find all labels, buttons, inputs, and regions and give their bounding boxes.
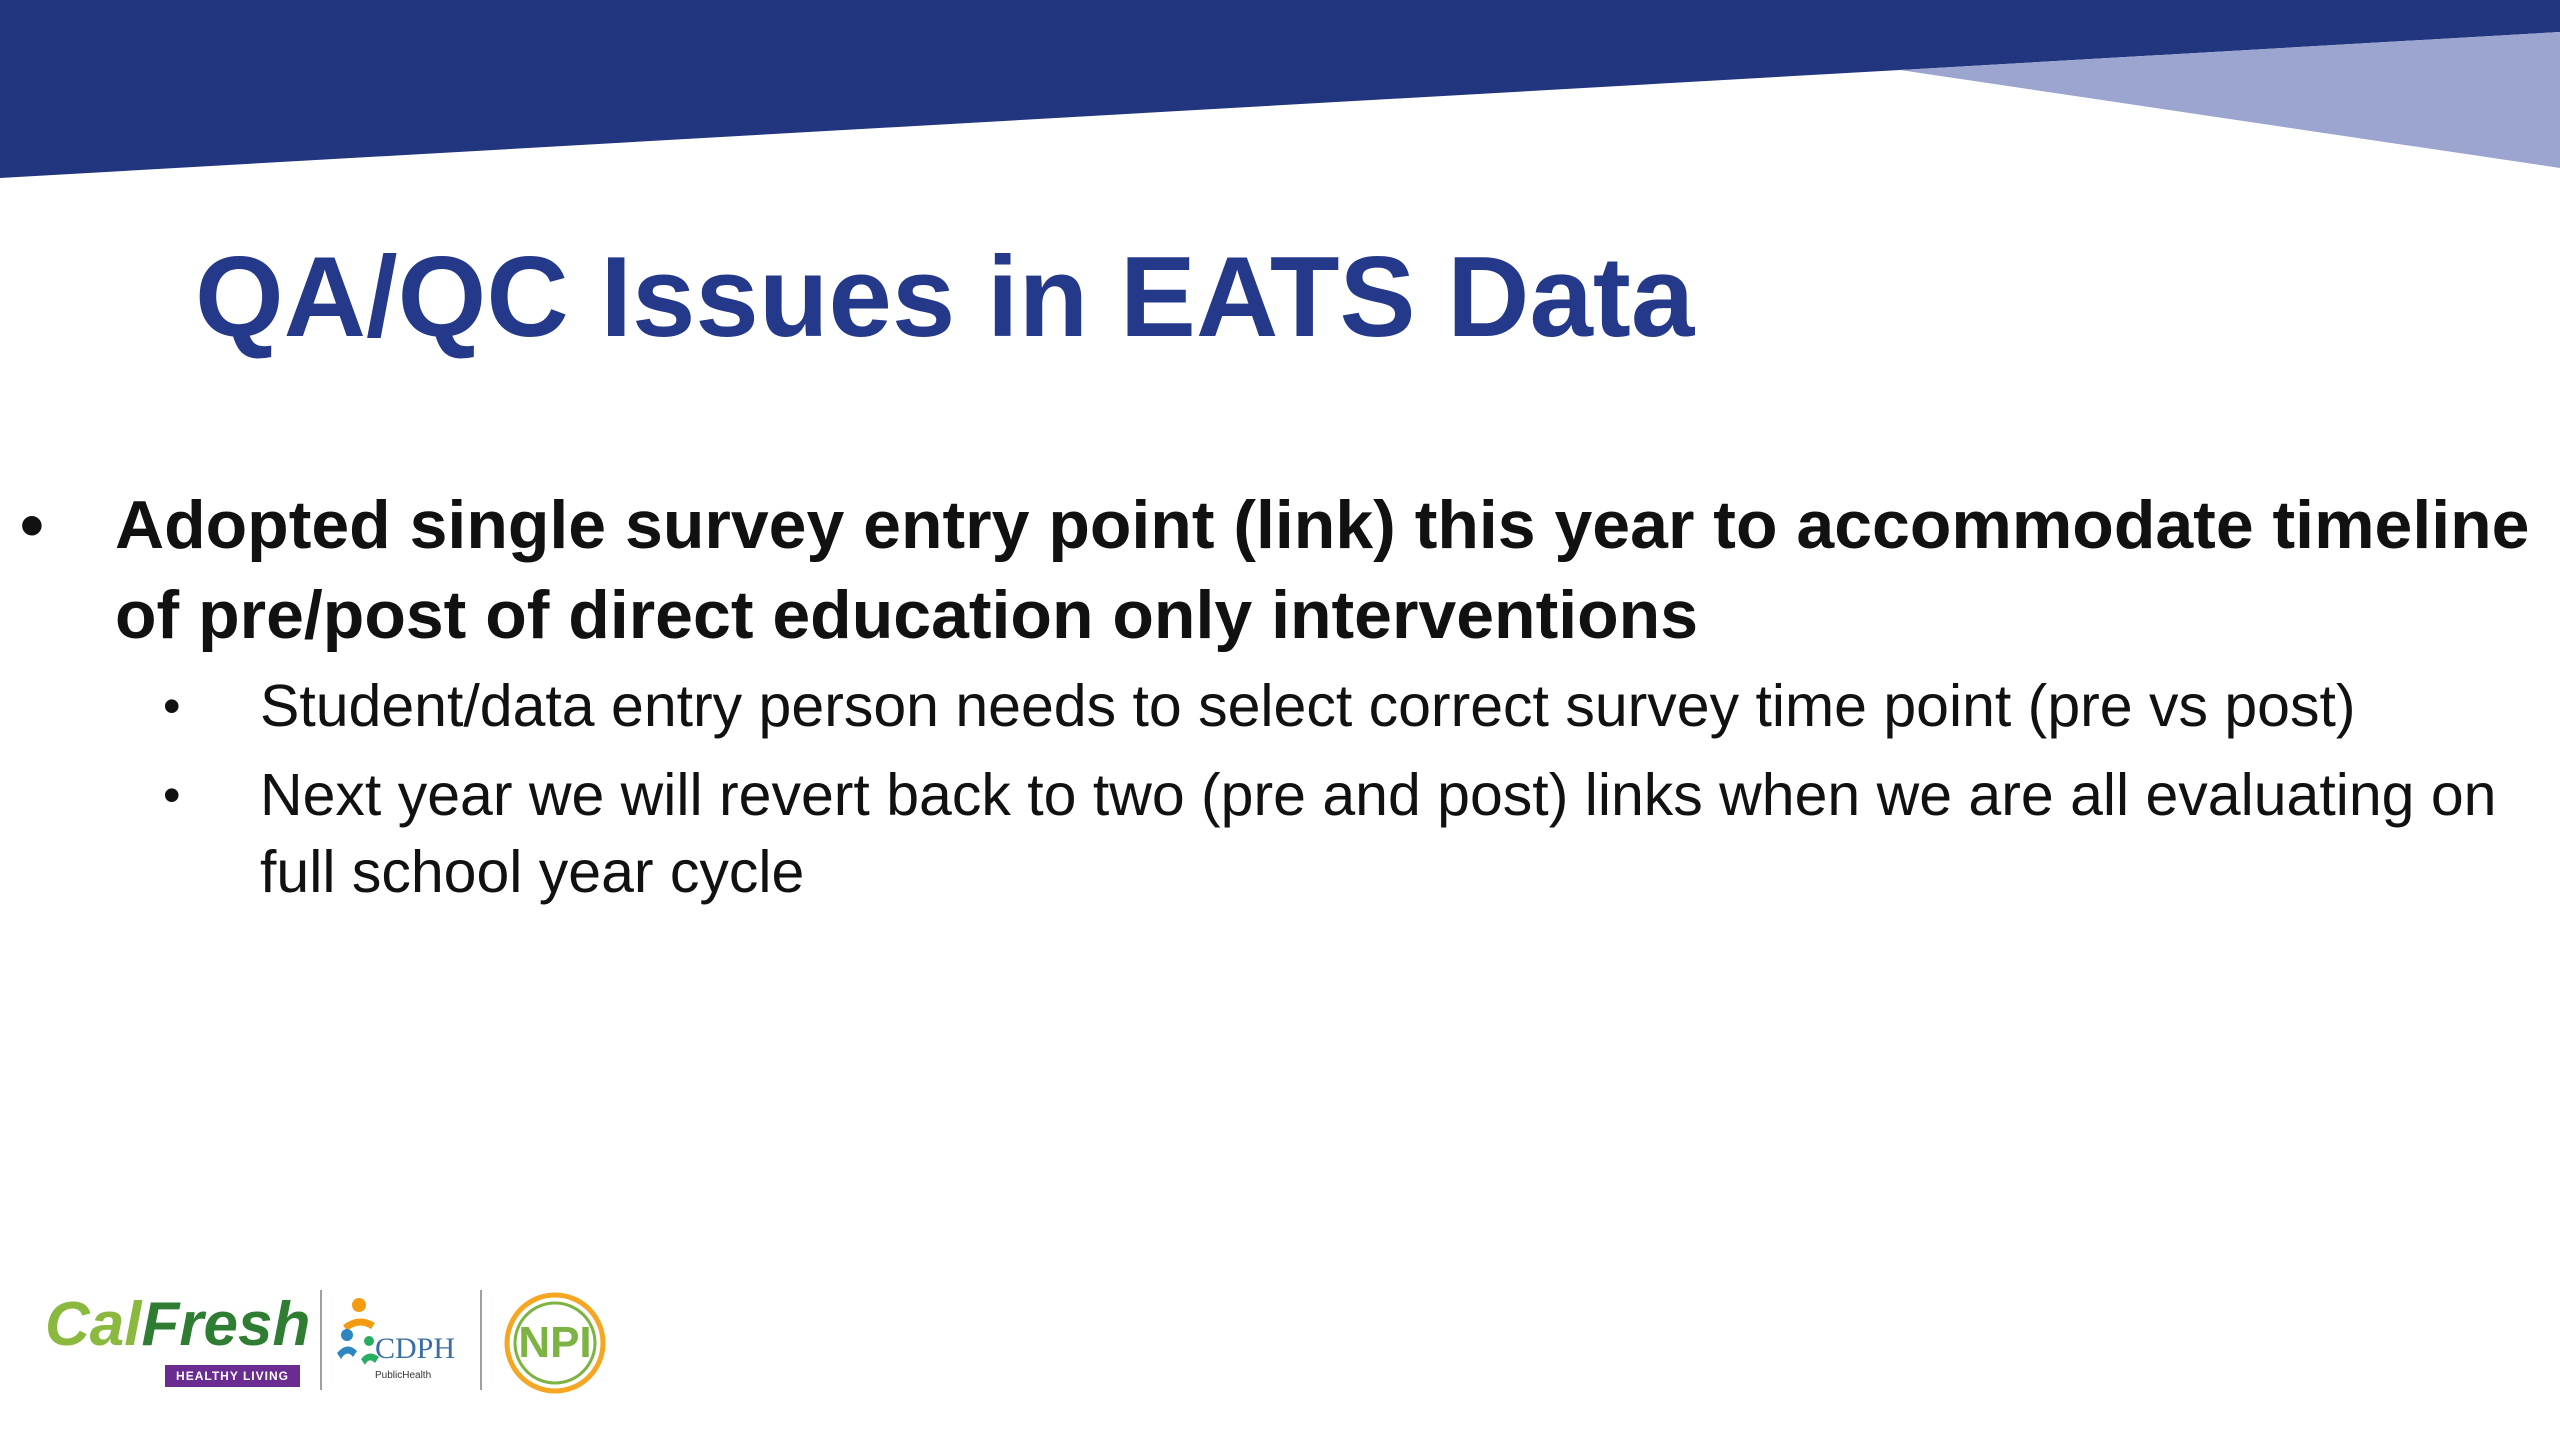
calfresh-logo (45, 1285, 311, 1395)
bullet-text: Adopted single survey entry point (link) this year to accommodate timeline of pre/post of direct education only interventions (115, 487, 2530, 653)
bullet-item (0, 480, 2535, 660)
slide-title: QA/QC Issues in EATS Data (195, 234, 1695, 361)
bullet-dot: • (20, 487, 44, 563)
calfresh-cal: Cal (45, 1290, 142, 1359)
cdph-wordmark: CDPH (375, 1332, 456, 1365)
logo-divider (480, 1290, 482, 1390)
footer-logos (45, 1285, 625, 1415)
sub-bullet-item (0, 757, 2535, 911)
sub-bullet-text: Next year we will revert back to two (pre and post) links when we are all evaluating on full school year cycle (260, 762, 2497, 905)
sub-bullet-item (0, 668, 2535, 745)
sub-bullet-list (0, 668, 2540, 911)
sub-bullet-dot: • (163, 767, 181, 823)
bullet-list (0, 480, 2540, 923)
calfresh-fresh: Fresh (141, 1290, 311, 1359)
sub-bullet-text: Student/data entry person needs to select correct survey time point (pre vs post) (260, 673, 2356, 739)
calfresh-wordmark (45, 1285, 310, 1365)
calfresh-tagline: HEALTHY LIVING (165, 1365, 300, 1387)
npi-logo (500, 1288, 610, 1398)
header-band (0, 0, 2560, 180)
cdph-logo (335, 1290, 465, 1395)
npi-wordmark: NPI (518, 1318, 592, 1367)
cdph-tagline: PublicHealth (375, 1370, 432, 1381)
sub-bullet-dot: • (163, 678, 181, 734)
logo-divider (320, 1290, 322, 1390)
